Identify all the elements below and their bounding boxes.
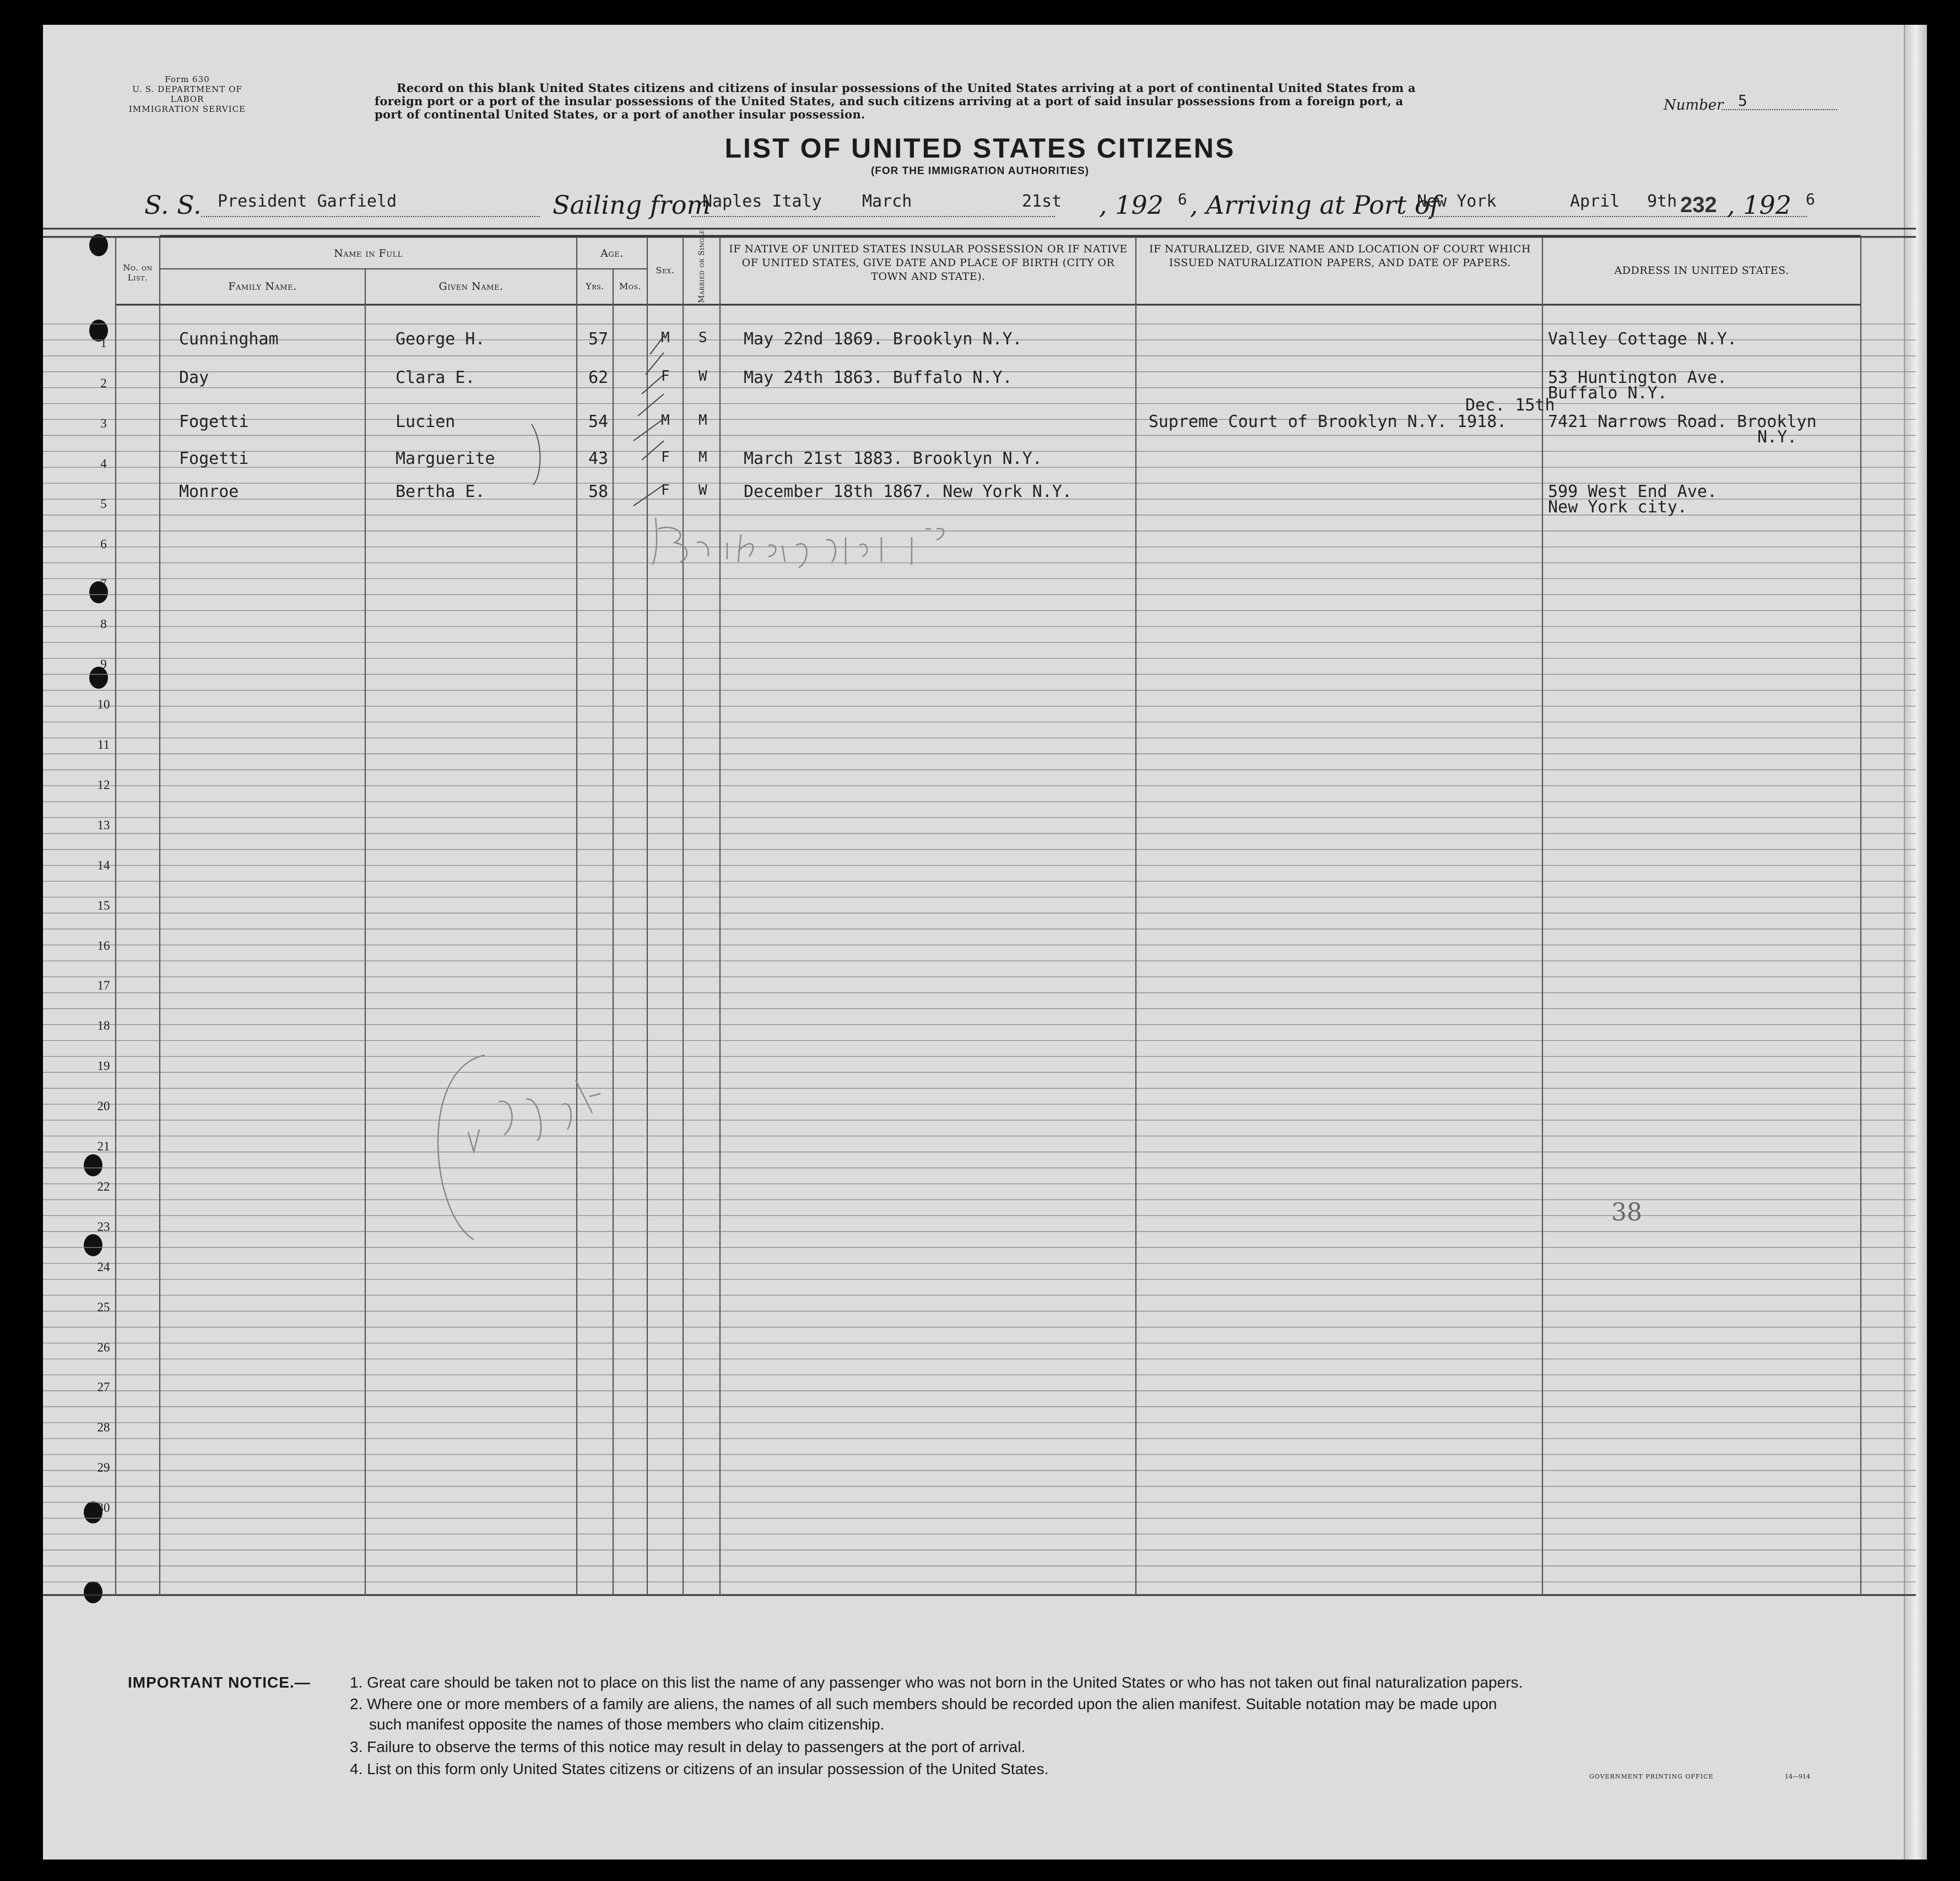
row-number: 10 <box>97 698 110 712</box>
birthplace-cell: May 22nd 1869. Brooklyn N.Y. <box>744 329 1022 349</box>
header-yrs: Yrs. <box>586 281 604 291</box>
notice-item-2: 2. Where one or more members of a family are aliens, the names of all such members should be recorded upon the alien manifest. Suitable notation may be made upon <box>350 1695 1497 1712</box>
address-line-2-cell: New York city. <box>1548 498 1687 517</box>
address-line-cell: 599 West End Ave. <box>1548 482 1718 501</box>
naturalization-date-cell: Dec. 15th <box>1465 396 1555 415</box>
to-day: 9th <box>1647 192 1677 211</box>
row-number: 12 <box>97 777 110 792</box>
header-name-in-full: Name in Full <box>334 247 403 260</box>
address-line-2-cell: Buffalo N.Y. <box>1548 383 1667 403</box>
family-name-cell: Day <box>179 368 209 387</box>
given-name-cell: George H. <box>396 329 485 349</box>
row-number: 27 <box>97 1380 110 1394</box>
row-number: 19 <box>97 1059 110 1073</box>
instruction-line: foreign port or a port of the insular possessions of the United States, and such citizens arriving at a port of said insular possessions from a foreign port, a <box>375 94 1404 108</box>
sex-cell: F <box>661 368 670 385</box>
age-cell: 58 <box>588 482 609 501</box>
sex-cell: F <box>661 482 670 499</box>
marital-status-cell: W <box>699 368 707 385</box>
header-married-wrap <box>683 226 720 303</box>
header-married: Married or Single. <box>697 226 706 303</box>
notice-item-4: 4. List on this form only United States citizens or citizens of an insular possession of the United States. <box>350 1760 1049 1777</box>
header-naturalized: IF NATURALIZED, GIVE NAME AND LOCATION OF COURT WHICH ISSUED NATURALIZATION PAPERS, AND DATE OF PAPERS. <box>1149 243 1531 269</box>
ss-label: S. S. <box>144 190 202 220</box>
address-line-cell: 7421 Narrows Road. Brooklyn <box>1548 412 1817 431</box>
from-port: Naples Italy <box>702 192 822 211</box>
number-label: Number <box>1664 97 1724 113</box>
notice-item-2-cont: such manifest opposite the names of those members who claim citizenship. <box>369 1716 885 1733</box>
row-number: 4 <box>100 456 107 471</box>
age-cell: 43 <box>588 449 609 468</box>
row-number: 16 <box>97 938 110 953</box>
row-number: 30 <box>97 1501 110 1515</box>
given-name-cell: Clara E. <box>396 368 475 387</box>
row-number: 21 <box>97 1139 110 1153</box>
header-no: No. on List. <box>123 263 153 283</box>
row-number: 22 <box>97 1179 110 1193</box>
row-number: 6 <box>100 537 107 551</box>
year-prefix: , 192 <box>1099 190 1164 220</box>
age-cell: 62 <box>588 368 609 387</box>
address-line-cell: Valley Cottage N.Y. <box>1548 329 1737 349</box>
marital-status-cell: M <box>699 412 707 429</box>
row-number: 25 <box>97 1300 110 1314</box>
to-port: New York <box>1417 192 1497 211</box>
marital-status-cell: S <box>699 329 707 346</box>
age-cell: 57 <box>588 329 609 349</box>
row-number: 18 <box>97 1019 110 1033</box>
from-year-digit: 6 <box>1178 190 1187 208</box>
row-number: 5 <box>100 496 107 511</box>
notice-heading: IMPORTANT NOTICE.— <box>128 1674 311 1691</box>
header-birth: IF NATIVE OF UNITED STATES INSULAR POSSESSION OR IF NATIVE OF UNITED STATES, GIVE DATE AND PLACE OF BIRTH (CITY OR TOWN AND STATE). <box>729 243 1128 283</box>
from-month: March <box>862 192 912 211</box>
row-number: 14 <box>97 858 110 872</box>
marital-status-cell: W <box>699 482 707 499</box>
row-number: 3 <box>100 416 107 430</box>
header-given-name: Given Name. <box>438 280 503 293</box>
ship-name: President Garfield <box>218 192 397 211</box>
sailing-label: Sailing from <box>553 190 711 220</box>
given-name-cell: Bertha E. <box>396 482 485 501</box>
given-name-cell: Lucien <box>396 412 456 431</box>
year-prefix-2: , 192 <box>1727 190 1792 220</box>
printer-code: 14—914 <box>1785 1773 1810 1780</box>
notice-item-1: 1. Great care should be taken not to place on this list the name of any passenger who was not born in the United States or who has not taken out final naturalization papers. <box>350 1674 1523 1691</box>
row-number: 11 <box>97 738 110 752</box>
row-number: 15 <box>97 898 110 912</box>
row-number: 8 <box>100 617 107 631</box>
header-mos: Mos. <box>619 281 642 291</box>
row-number: 17 <box>97 979 110 993</box>
address-line-2-cell: N.Y. <box>1757 428 1797 447</box>
sex-cell: F <box>661 449 670 466</box>
address-line-cell: 53 Huntington Ave. <box>1548 368 1728 387</box>
row-number: 7 <box>100 577 107 591</box>
naturalization-court-cell: Supreme Court of Brooklyn N.Y. 1918. <box>1149 412 1507 431</box>
header-age: Age. <box>600 247 624 260</box>
row-number: 26 <box>97 1340 110 1354</box>
service-name: IMMIGRATION SERVICE <box>128 104 246 114</box>
notice-item-3: 3. Failure to observe the terms of this notice may result in delay to passengers at the port of arrival. <box>350 1738 1026 1755</box>
printer-name: GOVERNMENT PRINTING OFFICE <box>1589 1773 1714 1780</box>
instruction-line: Record on this blank United States citizens and citizens of insular possessions of the United States arriving at a port of continental United States from a <box>397 81 1416 95</box>
stamp-number: 232 <box>1680 193 1717 217</box>
family-name-cell: Monroe <box>179 482 239 501</box>
form-number: Form 630 <box>165 74 210 84</box>
row-number: 20 <box>97 1099 110 1114</box>
page-title: LIST OF UNITED STATES CITIZENS <box>724 133 1236 164</box>
birthplace-cell: December 18th 1867. New York N.Y. <box>744 482 1073 501</box>
row-number: 13 <box>97 818 110 832</box>
family-name-cell: Cunningham <box>179 329 279 349</box>
row-number: 2 <box>100 376 107 390</box>
header-address: ADDRESS IN UNITED STATES. <box>1614 264 1789 277</box>
age-cell: 54 <box>588 412 609 431</box>
row-number: 24 <box>97 1260 110 1274</box>
header-sex: Sex. <box>656 265 675 275</box>
sex-cell: M <box>661 412 670 429</box>
row-number: 29 <box>97 1461 110 1475</box>
birthplace-cell: March 21st 1883. Brooklyn N.Y. <box>744 449 1042 468</box>
row-number: 28 <box>97 1420 110 1435</box>
to-year-digit: 6 <box>1806 190 1815 208</box>
row-number: 9 <box>100 657 107 672</box>
sex-cell: M <box>661 329 670 346</box>
row-number: 23 <box>97 1219 110 1234</box>
family-name-cell: Fogetti <box>179 412 249 431</box>
arriving-label: , Arriving at Port of <box>1190 190 1439 220</box>
from-day: 21st <box>1022 192 1062 211</box>
to-month: April <box>1570 192 1620 211</box>
row-number: 1 <box>100 336 107 350</box>
instruction-line: port of continental United States, or a port of another insular possession. <box>375 107 865 121</box>
birthplace-cell: May 24th 1863. Buffalo N.Y. <box>744 368 1013 387</box>
handwritten-page-number: 38 <box>1611 1198 1642 1226</box>
header-family-name: Family Name. <box>228 280 297 293</box>
page-subtitle: (FOR THE IMMIGRATION AUTHORITIES) <box>870 165 1090 177</box>
given-name-cell: Marguerite <box>396 449 495 468</box>
marital-status-cell: M <box>699 449 707 466</box>
department-name: U. S. DEPARTMENT OF LABOR <box>132 84 242 104</box>
number-value: 5 <box>1738 91 1747 110</box>
family-name-cell: Fogetti <box>179 449 249 468</box>
